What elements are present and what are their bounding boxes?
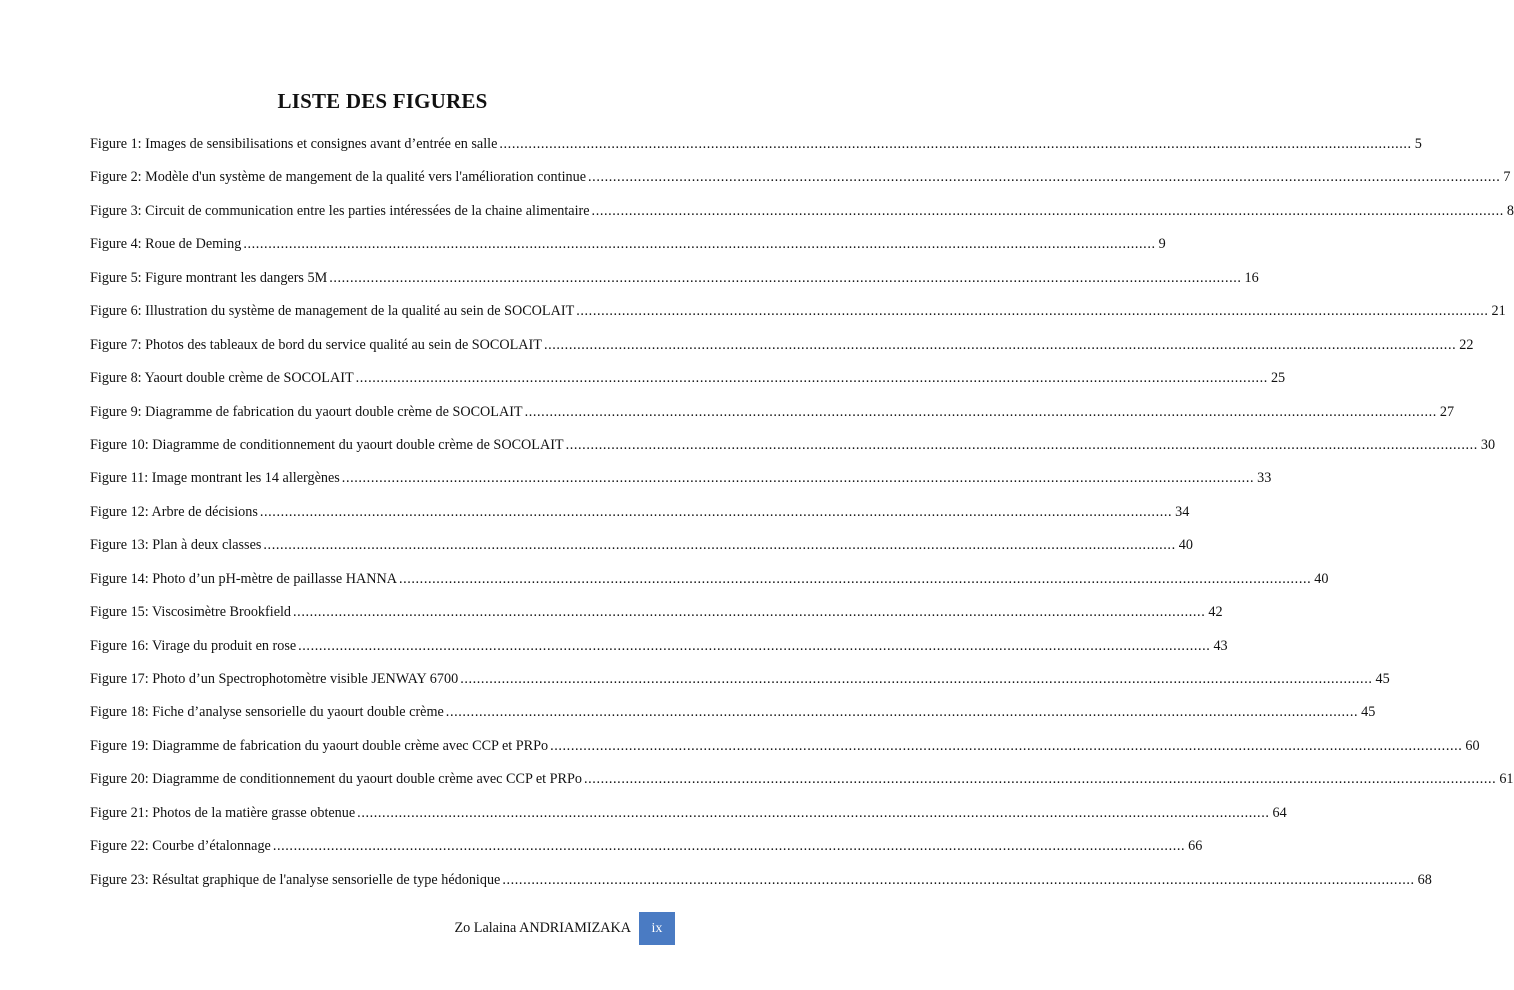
toc-entry-label: Figure 8: Yaourt double crème de SOCOLAIT [90, 370, 354, 387]
toc-dot-leader: ............................................................................................................................................................................................................................ [445, 704, 1359, 721]
toc-entry[interactable] [90, 436, 1496, 470]
toc-entry[interactable] [90, 704, 1376, 737]
toc-entry-label: Figure 2: Modèle d'un système de mangement de la qualité vers l'amélioration continue [90, 169, 587, 186]
toc-dot-leader: ............................................................................................................................................................................................................................ [591, 202, 1504, 219]
toc-entry[interactable] [90, 671, 1390, 704]
toc-entry[interactable] [90, 169, 1511, 202]
toc-dot-leader: ............................................................................................................................................................................................................................ [272, 838, 1186, 855]
toc-dot-leader: ............................................................................................................................................................................................................................ [298, 637, 1211, 654]
toc-entry-label: Figure 19: Diagramme de fabrication du yaourt double crème avec CCP et PRPo [90, 737, 549, 754]
toc-page-number: 68 [1417, 871, 1432, 888]
toc-entry[interactable] [90, 537, 1193, 570]
toc-entry[interactable] [90, 336, 1474, 370]
toc-page-number: 25 [1270, 370, 1286, 387]
list-of-figures [90, 136, 1514, 905]
toc-page-number: 22 [1459, 336, 1474, 353]
toc-entry-label: Figure 21: Photos de la matière grasse obtenue [90, 804, 356, 821]
toc-entry[interactable] [90, 570, 1329, 604]
toc-dot-leader: ............................................................................................................................................................................................................................ [499, 136, 1412, 152]
toc-dot-leader: ............................................................................................................................................................................................................................ [550, 737, 1463, 754]
toc-dot-leader: ............................................................................................................................................................................................................................ [460, 671, 1373, 687]
toc-dot-leader: ............................................................................................................................................................................................................................ [502, 871, 1415, 888]
toc-entry-label: Figure 6: Illustration du système de management de la qualité au sein de SOCOLAIT [90, 303, 575, 320]
toc-entry[interactable] [90, 804, 1287, 838]
page-number-badge: ix [639, 912, 675, 945]
toc-page-number: 40 [1314, 570, 1329, 587]
toc-entry-label: Figure 17: Photo d’un Spectrophotomètre visible JENWAY 6700 [90, 671, 459, 687]
toc-dot-leader: ............................................................................................................................................................................................................................ [243, 236, 1156, 253]
toc-entry-label: Figure 13: Plan à deux classes [90, 537, 262, 554]
toc-entry-label: Figure 20: Diagramme de conditionnement du yaourt double crème avec CCP et PRPo [90, 771, 582, 788]
page-title: LISTE DES FIGURES [277, 89, 488, 113]
toc-page-number: 66 [1188, 838, 1203, 855]
toc-page-number: 21 [1491, 303, 1506, 320]
toc-entry[interactable] [90, 303, 1506, 336]
toc-page-number: 7 [1503, 169, 1511, 186]
toc-entry[interactable] [90, 403, 1455, 437]
toc-page-number: 9 [1158, 236, 1166, 253]
toc-entry[interactable] [90, 604, 1223, 637]
toc-page-number: 30 [1480, 436, 1496, 453]
toc-entry[interactable] [90, 136, 1422, 169]
toc-dot-leader: ............................................................................................................................................................................................................................ [584, 771, 1497, 788]
toc-entry-label: Figure 12: Arbre de décisions [90, 503, 258, 520]
toc-dot-leader: ............................................................................................................................................................................................................................ [355, 370, 1268, 387]
toc-dot-leader: ............................................................................................................................................................................................................................ [263, 537, 1176, 554]
toc-entry[interactable] [90, 871, 1432, 905]
toc-entry-label: Figure 16: Virage du produit en rose [90, 637, 297, 654]
toc-page-number: 64 [1272, 804, 1287, 821]
toc-entry[interactable] [90, 838, 1203, 871]
toc-page-number: 5 [1414, 136, 1422, 152]
toc-entry[interactable] [90, 771, 1514, 804]
toc-entry[interactable] [90, 503, 1190, 537]
toc-entry-label: Figure 9: Diagramme de fabrication du yaourt double crème de SOCOLAIT [90, 403, 523, 420]
toc-page-number: 45 [1375, 671, 1390, 687]
toc-dot-leader: ............................................................................................................................................................................................................................ [293, 604, 1206, 621]
toc-entry-label: Figure 22: Courbe d’étalonnage [90, 838, 271, 855]
toc-dot-leader: ............................................................................................................................................................................................................................ [398, 570, 1312, 587]
toc-entry-label: Figure 7: Photos des tableaux de bord du service qualité au sein de SOCOLAIT [90, 336, 542, 353]
toc-page-number: 60 [1465, 737, 1480, 754]
toc-entry[interactable] [90, 236, 1166, 269]
toc-entry-label: Figure 10: Diagramme de conditionnement du yaourt double crème de SOCOLAIT [90, 436, 564, 453]
toc-dot-leader: ............................................................................................................................................................................................................................ [565, 436, 1478, 453]
toc-page-number: 43 [1213, 637, 1228, 654]
toc-page-number: 27 [1439, 403, 1455, 420]
toc-entry[interactable] [90, 202, 1514, 236]
toc-page-number: 8 [1506, 202, 1514, 219]
toc-page-number: 61 [1499, 771, 1514, 788]
toc-entry[interactable] [90, 637, 1228, 671]
toc-dot-leader: ............................................................................................................................................................................................................................ [524, 403, 1437, 420]
toc-entry-label: Figure 4: Roue de Deming [90, 236, 242, 253]
toc-page-number: 34 [1175, 503, 1190, 520]
toc-page-number: 42 [1208, 604, 1223, 621]
toc-entry[interactable] [90, 269, 1259, 303]
toc-entry-label: Figure 11: Image montrant les 14 allergènes [90, 470, 340, 487]
toc-page-number: 33 [1257, 470, 1272, 487]
toc-dot-leader: ............................................................................................................................................................................................................................ [259, 503, 1173, 520]
toc-entry-label: Figure 14: Photo d’un pH-mètre de paillasse HANNA [90, 570, 397, 587]
toc-entry-label: Figure 5: Figure montrant les dangers 5M [90, 269, 328, 286]
toc-entry[interactable] [90, 737, 1480, 771]
toc-entry-label: Figure 18: Fiche d’analyse sensorielle du yaourt double crème [90, 704, 444, 721]
toc-entry[interactable] [90, 470, 1272, 503]
footer-author: Zo Lalaina ANDRIAMIZAKA [454, 920, 631, 936]
toc-dot-leader: ............................................................................................................................................................................................................................ [543, 336, 1457, 353]
toc-dot-leader: ............................................................................................................................................................................................................................ [357, 804, 1270, 821]
toc-dot-leader: ............................................................................................................................................................................................................................ [576, 303, 1489, 320]
toc-dot-leader: ............................................................................................................................................................................................................................ [588, 169, 1501, 186]
toc-entry-label: Figure 23: Résultat graphique de l'analyse sensorielle de type hédonique [90, 871, 501, 888]
toc-page-number: 40 [1178, 537, 1193, 554]
toc-entry[interactable] [90, 370, 1286, 403]
toc-dot-leader: ............................................................................................................................................................................................................................ [329, 269, 1242, 286]
toc-page-number: 45 [1361, 704, 1376, 721]
toc-entry-label: Figure 3: Circuit de communication entre les parties intéressées de la chaine alimentaire [90, 202, 590, 219]
toc-entry-label: Figure 15: Viscosimètre Brookfield [90, 604, 292, 621]
toc-page-number: 16 [1244, 269, 1259, 286]
toc-entry-label: Figure 1: Images de sensibilisations et consignes avant d’entrée en salle [90, 136, 498, 152]
toc-dot-leader: ............................................................................................................................................................................................................................ [341, 470, 1255, 487]
